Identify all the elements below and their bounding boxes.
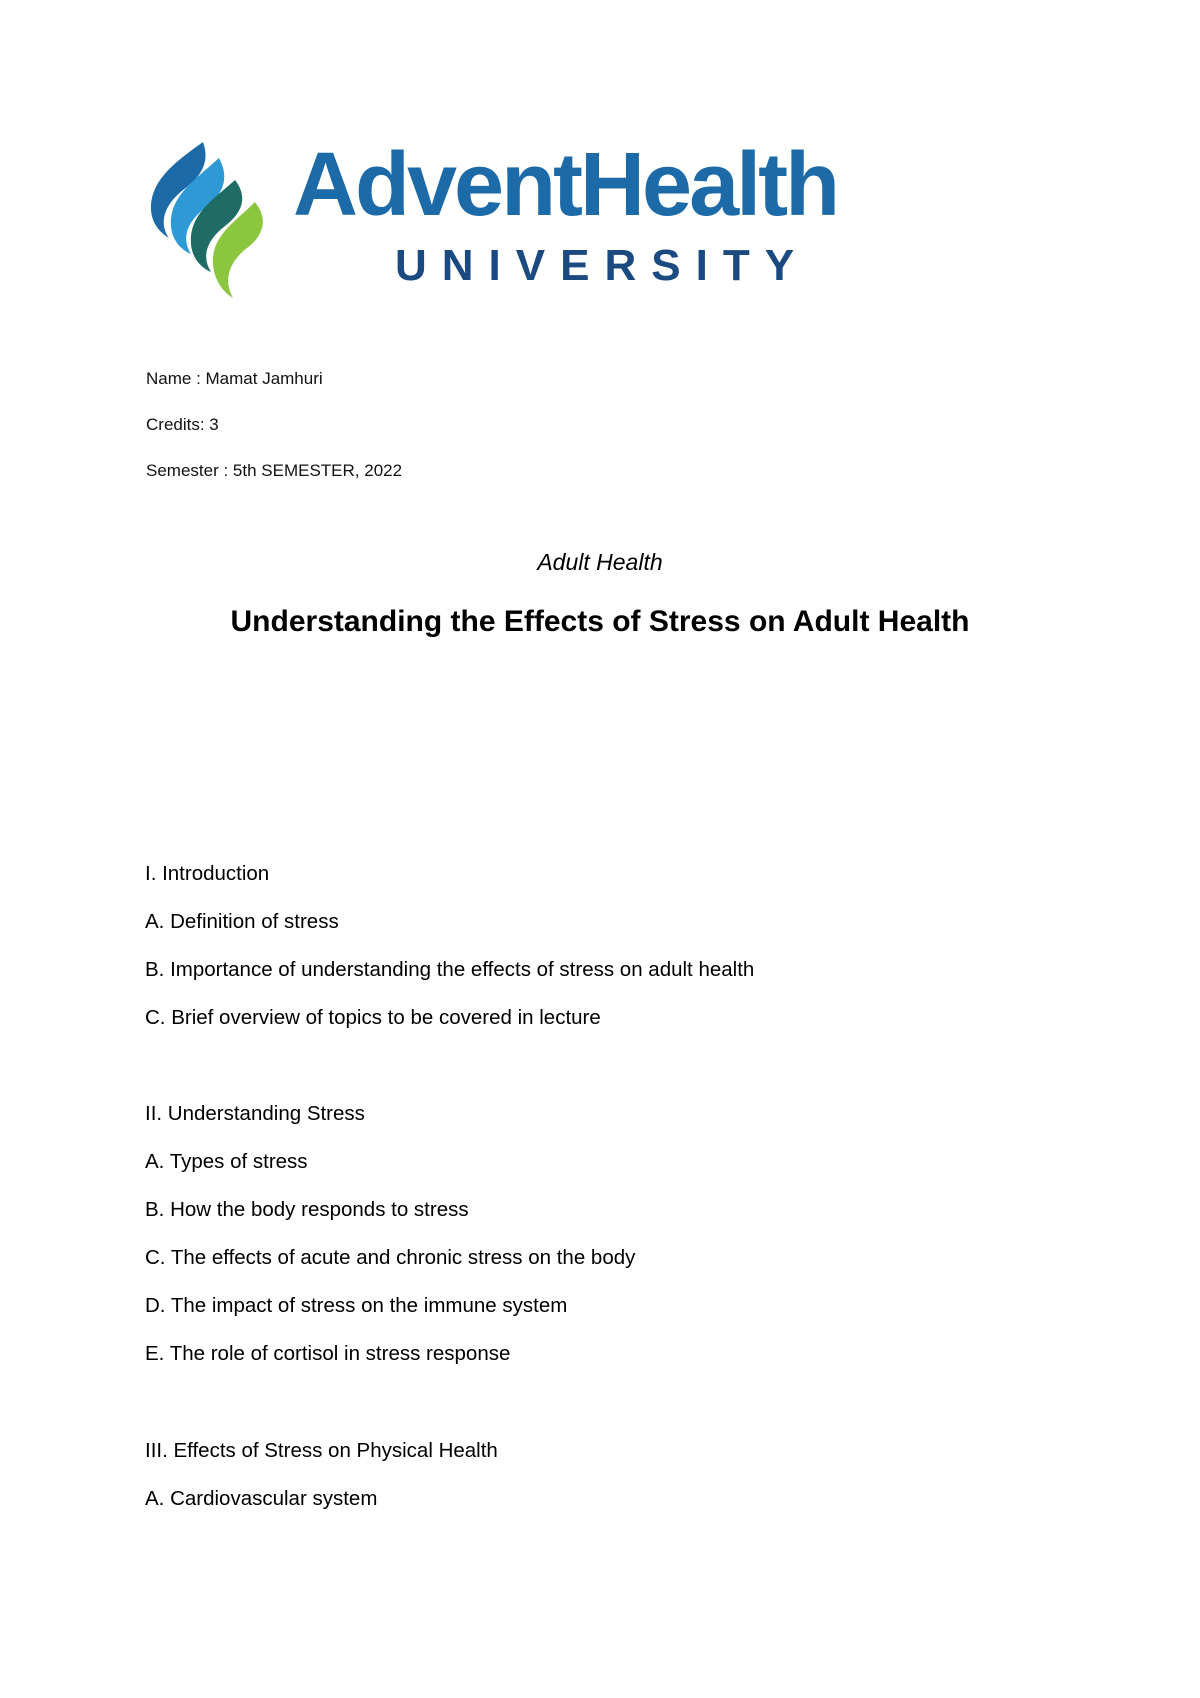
course-subject: Adult Health <box>537 549 663 575</box>
outline-item: A. Cardiovascular system <box>145 1487 378 1510</box>
semester-line: Semester : 5th SEMESTER, 2022 <box>146 461 403 480</box>
student-name: Name : Mamat Jamhuri <box>146 369 323 388</box>
outline-item: C. Brief overview of topics to be covered in lecture <box>145 1006 601 1029</box>
credits-line: Credits: 3 <box>146 415 219 434</box>
outline-item: A. Definition of stress <box>145 910 339 933</box>
logo-subline: UNIVERSITY <box>395 241 810 290</box>
outline-item: E. The role of cortisol in stress response <box>145 1342 511 1365</box>
outline-item: C. The effects of acute and chronic stress on the body <box>145 1246 636 1269</box>
outline-item: D. The impact of stress on the immune system <box>145 1294 568 1317</box>
logo-wordmark: AdventHealth <box>293 135 838 235</box>
section-heading: I. Introduction <box>145 862 270 885</box>
section-heading: III. Effects of Stress on Physical Health <box>145 1439 498 1462</box>
wave-logo-icon <box>145 140 273 300</box>
outline-item: A. Types of stress <box>145 1150 308 1173</box>
document-title: Understanding the Effects of Stress on Adult Health <box>230 605 970 638</box>
outline-item: B. How the body responds to stress <box>145 1198 469 1221</box>
section-heading: II. Understanding Stress <box>145 1102 365 1125</box>
outline-item: B. Importance of understanding the effects of stress on adult health <box>145 958 755 981</box>
university-logo <box>145 135 905 310</box>
